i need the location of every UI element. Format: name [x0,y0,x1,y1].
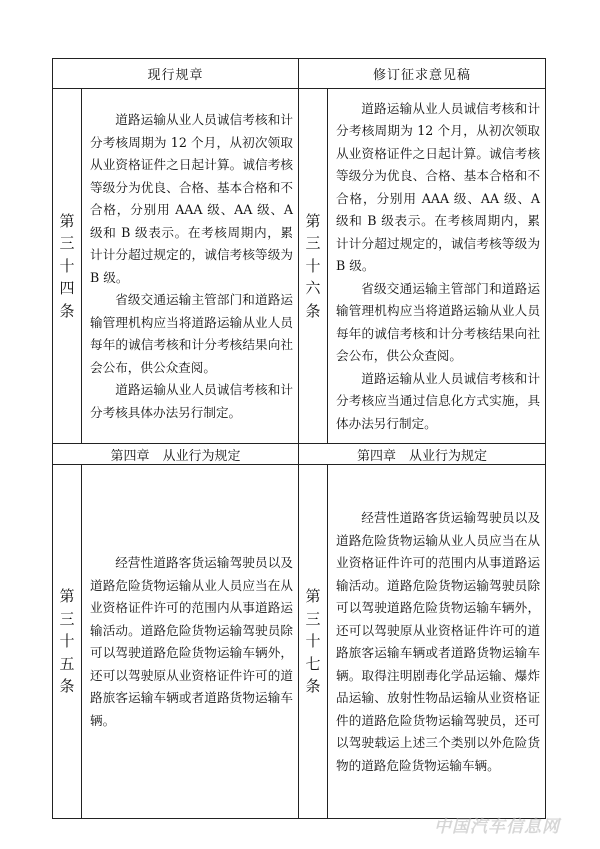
article-37-text: 经营性道路客货运输驾驶员以及道路危险货物运输从业人员应当在从业资格证件许可的范围内从事道路运输活动。道路危险货物运输驾驶员除可以驾驶道路危险货物运输车辆外，还可以驾驶原从业资格证件许可的道路旅客运输车辆或者道路货物运输车辆。取得注明剧毒化学品运输、爆炸品运输、放射性物品运输从业资格证件的道路危险货物运输驾驶员，还可以驾驶载运上述三个类别以外危险货物的道路危险货物运输车辆。 [328,465,546,819]
chapter-heading-right: 第四章 从业行为规定 [299,444,546,465]
article-34-text: 道路运输从业人员诚信考核和计分考核周期为 12 个月，从初次领取从业资格证件之日起计算。诚信考核等级分为优良、合格、基本合格和不合格，分别用 AAA 级、AA 级、A 级和 B 级表示。在考核周期内，累计计分超过规定的，诚信考核等级为 B 级。 省级交通运输主管部门和道路运输管理机构应当将道路运输从业人员每年的诚信考核和计分考核结果向社会公布，供公众查阅。 道路运输从业人员诚信考核和计分考核具体办法另行制定。 [82,89,299,444]
article-35-text: 经营性道路客货运输驾驶员以及道路危险货物运输从业人员应当在从业资格证件许可的范围内从事道路运输活动。道路危险货物运输驾驶员除可以驾驶道路危险货物运输车辆外，还可以驾驶原从业资格证件许可的道路旅客运输车辆或者道路货物运输车辆。 [82,465,299,819]
article-label-36: 第 三 十 六 条 [299,89,328,444]
article-36-text: 道路运输从业人员诚信考核和计分考核周期为 12 个月，从初次领取从业资格证件之日起计算。诚信考核等级分为优良、合格、基本合格和不合格，分别用 AAA 级、AA 级、A 级和 B 级表示。在考核周期内，累计计分超过规定的，诚信考核等级为 B 级。 省级交通运输主管部门和道路运输管理机构应当将道路运输从业人员每年的诚信考核和计分考核结果向社会公布，供公众查阅。 道路运输从业人员诚信考核和计分考核应当通过信息化方式实施，具体办法另行制定。 [328,89,546,444]
header-current-rules: 现行规章 [53,59,299,89]
article-label-34: 第 三 十 四 条 [53,89,82,444]
site-watermark-logo: 中国汽车信息网 [434,817,560,837]
header-revision-draft: 修订征求意见稿 [299,59,546,89]
article-label-37: 第 三 十 七 条 [299,465,328,819]
regulation-comparison-table [52,58,546,819]
chapter-heading-left: 第四章 从业行为规定 [53,444,299,465]
article-label-35: 第 三 十 五 条 [53,465,82,819]
